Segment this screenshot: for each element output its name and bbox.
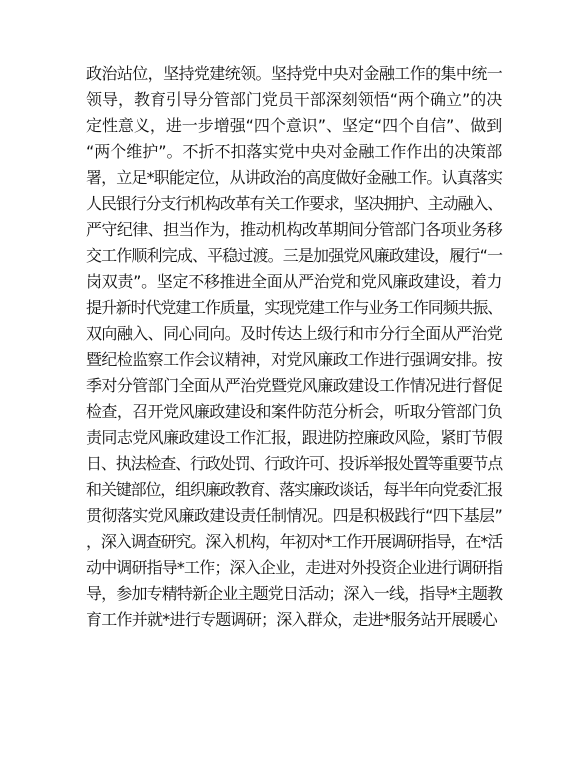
text-line: 提升新时代党建工作质量，实现党建工作与业务工作同频共振、 xyxy=(86,298,502,317)
text-line: 暨纪检监察工作会议精神，对党风廉政工作进行强调安排。按 xyxy=(86,350,502,369)
text-line: 岗双责”。坚定不移推进全面从严治党和党风廉政建设，着力 xyxy=(86,272,502,291)
text-line: 育工作并就*进行专题调研；深入群众，走进*服务站开展暖心 xyxy=(86,610,498,629)
text-line: 导，参加专精特新企业主题党日活动；深入一线，指导*主题教 xyxy=(86,584,502,603)
text-line: 署，立足*职能定位，从讲政治的高度做好金融工作。认真落实 xyxy=(86,168,502,187)
text-line: ，深入调查研究。深入机构，年初对*工作开展调研指导，在*活 xyxy=(86,532,502,551)
text-line: 责同志党风廉政建设工作汇报，跟进防控廉政风险，紧盯节假 xyxy=(86,428,502,447)
text-line: 双向融入、同心同向。及时传达上级行和市分行全面从严治党 xyxy=(86,324,502,343)
body-paragraph xyxy=(86,61,502,633)
text-line: 定性意义，进一步增强“四个意识”、坚定“四个自信”、做到 xyxy=(86,116,502,135)
text-line: 政治站位，坚持党建统领。坚持党中央对金融工作的集中统一 xyxy=(86,64,502,83)
text-line: 交工作顺利完成、平稳过渡。三是加强党风廉政建设，履行“一 xyxy=(86,246,502,265)
text-line: 人民银行分支行机构改革有关工作要求，坚决拥护、主动融入、 xyxy=(86,194,502,213)
text-line: 检查，召开党风廉政建设和案件防范分析会，听取分管部门负 xyxy=(86,402,502,421)
text-line: 贯彻落实党风廉政建设责任制情况。四是积极践行“四下基层” xyxy=(86,506,502,525)
text-line: “两个维护”。不折不扣落实党中央对金融工作作出的决策部 xyxy=(86,142,502,161)
text-line: 和关键部位，组织廉政教育、落实廉政谈话，每半年向党委汇报 xyxy=(86,480,502,499)
text-line: 严守纪律、担当作为，推动机构改革期间分管部门各项业务移 xyxy=(86,220,502,239)
text-line: 动中调研指导*工作；深入企业，走进对外投资企业进行调研指 xyxy=(86,558,502,577)
text-line: 领导，教育引导分管部门党员干部深刻领悟“两个确立”的决 xyxy=(86,90,502,109)
text-line: 日、执法检查、行政处罚、行政许可、投诉举报处置等重要节点 xyxy=(86,454,502,473)
text-line: 季对分管部门全面从严治党暨党风廉政建设工作情况进行督促 xyxy=(86,376,502,395)
